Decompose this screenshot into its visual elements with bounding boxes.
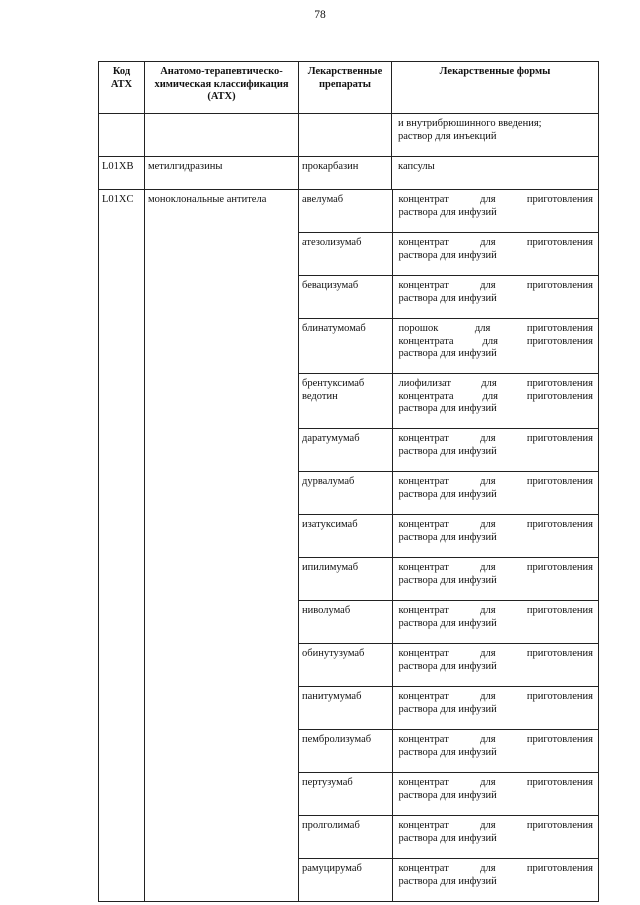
dosage-form-line: раствора для инфузий [398, 875, 497, 887]
table-row [299, 773, 599, 816]
cell-drug-name: панитумумаб [299, 687, 392, 730]
dosage-form-line: концентрат для приготовления [398, 280, 593, 291]
page-number: 78 [314, 9, 326, 21]
dosage-form-line: лиофилизат для приготовления [398, 378, 593, 389]
table-row [299, 644, 599, 687]
dosage-form-line: раствора для инфузий [398, 703, 497, 715]
dosage-form-line: концентрат для приготовления [398, 562, 593, 573]
dosage-form-line: раствора для инфузий [398, 292, 497, 304]
dosage-form-line: концентрата для приготовления [398, 390, 593, 402]
dosage-form-line: концентрат для приготовления [398, 433, 593, 444]
cell-atx-code: L01XB [99, 157, 145, 190]
dosage-form-line: концентрата для приготовления [398, 335, 593, 347]
cell-dosage-form [392, 319, 599, 374]
cell-dosage-form [392, 687, 599, 730]
table-row [299, 190, 599, 233]
cell-dosage-form [392, 276, 599, 319]
cell-dosage-form [392, 816, 599, 859]
cell-drug-name: атезолизумаб [299, 233, 392, 276]
cell-dosage-form [392, 773, 599, 816]
cell-drug-name: даратумумаб [299, 429, 392, 472]
table-row-continuation [99, 114, 599, 157]
cell-dosage-form [392, 558, 599, 601]
cell-drug-name: изатуксимаб [299, 515, 392, 558]
dosage-form-line: раствора для инфузий [398, 574, 497, 586]
cell-drug-name: брентуксимаб ведотин [299, 374, 392, 429]
dosage-form-line: раствора для инфузий [398, 789, 497, 801]
cell-dosage-form [392, 730, 599, 773]
cell-drug-name: обинутузумаб [299, 644, 392, 687]
table-row [299, 859, 599, 902]
dosage-form-line: раствора для инфузий [398, 746, 497, 758]
dosage-form-line: концентрат для приготовления [398, 648, 593, 659]
dosage-form-line: концентрат для приготовления [398, 519, 593, 530]
dosage-form-line: раствора для инфузий [398, 403, 497, 414]
cell-dosage-form [392, 233, 599, 276]
table-row [299, 276, 599, 319]
dosage-form-line: концентрат для приготовления [398, 605, 593, 616]
dosage-form-line: раствора для инфузий [398, 531, 497, 543]
header-classification: Анатомо-терапевтическо-химическая классификация (АТХ) [145, 62, 299, 114]
drug-list [299, 190, 598, 901]
cell-drug-name: ипилимумаб [299, 558, 392, 601]
table-row [299, 730, 599, 773]
cell-dosage-form [392, 515, 599, 558]
cell-drug-name: пролголимаб [299, 816, 392, 859]
dosage-form-line: и внутрибрюшинного введения; [398, 118, 542, 129]
table-row [299, 687, 599, 730]
table-row [299, 429, 599, 472]
dosage-form-line: раствора для инфузий [398, 348, 497, 359]
cell-drug-name: дурвалумаб [299, 472, 392, 515]
cell-drug-list [299, 190, 599, 902]
dosage-form-line: раствора для инфузий [398, 660, 497, 672]
table-row [299, 472, 599, 515]
dosage-form-line: концентрат для приготовления [398, 691, 593, 702]
table-row [299, 601, 599, 644]
header-drugs: Лекарственные препараты [299, 62, 392, 114]
dosage-form-line: концентрат для приготовления [398, 820, 593, 831]
cell-dosage-form: капсулы [392, 157, 599, 190]
table-row [299, 319, 599, 374]
table-row [299, 558, 599, 601]
cell-dosage-form [392, 472, 599, 515]
table-header-row [99, 62, 599, 114]
cell-dosage-form [392, 644, 599, 687]
cell-dosage-form [392, 114, 599, 157]
cell-classification: метилгидразины [145, 157, 299, 190]
cell-drug-name: бевацизумаб [299, 276, 392, 319]
cell-atx-code: L01XC [99, 190, 145, 902]
dosage-form-line: концентрат для приготовления [398, 734, 593, 745]
dosage-form-line: концентрат для приготовления [398, 476, 593, 487]
cell-drug-name: ниволумаб [299, 601, 392, 644]
dosage-form-line: раствора для инфузий [398, 445, 497, 457]
cell-drug-name: блинатумомаб [299, 319, 392, 374]
cell-dosage-form [392, 601, 599, 644]
dosage-form-line: раствора для инфузий [398, 617, 497, 629]
cell-dosage-form [392, 374, 599, 429]
dosage-form-line: концентрат для приготовления [398, 863, 593, 874]
cell-drug-name: рамуцирумаб [299, 859, 392, 902]
cell-classification: моноклональные антитела [145, 190, 299, 902]
table-row [299, 374, 599, 429]
table-row [299, 233, 599, 276]
cell-dosage-form [392, 429, 599, 472]
dosage-form-line: раствор для инъекций [398, 130, 497, 142]
cell-dosage-form [392, 859, 599, 902]
dosage-form-line: порошок для приготовления [398, 323, 593, 334]
table-row [299, 816, 599, 859]
atx-drug-table [98, 61, 599, 902]
header-forms: Лекарственные формы [392, 62, 599, 114]
cell-drug-name: прокарбазин [299, 157, 392, 190]
cell-drug-name: пембролизумаб [299, 730, 392, 773]
dosage-form-line: концентрат для приготовления [398, 237, 593, 248]
cell-empty [145, 114, 299, 157]
cell-dosage-form [392, 190, 599, 233]
table-row [299, 515, 599, 558]
dosage-form-line: раствора для инфузий [398, 832, 497, 844]
table-row-l01xb [99, 157, 599, 190]
drug-subtable [299, 190, 599, 901]
cell-drug-name: пертузумаб [299, 773, 392, 816]
dosage-form-line: раствора для инфузий [398, 249, 497, 261]
dosage-form-line: раствора для инфузий [398, 206, 497, 218]
cell-drug-name: авелумаб [299, 190, 392, 233]
table-row-l01xc [99, 190, 599, 902]
header-code: Код АТХ [99, 62, 145, 114]
dosage-form-line: концентрат для приготовления [398, 194, 593, 205]
dosage-form-line: раствора для инфузий [398, 488, 497, 500]
cell-empty [299, 114, 392, 157]
dosage-form-line: концентрат для приготовления [398, 777, 593, 788]
cell-empty [99, 114, 145, 157]
